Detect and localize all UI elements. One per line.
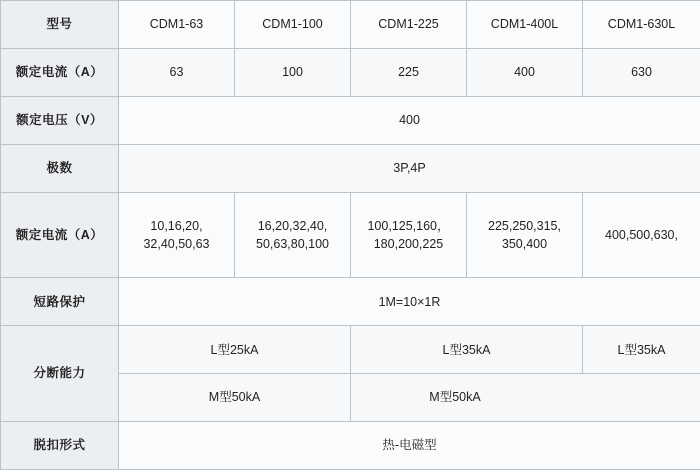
cell-model-2: CDM1-100	[235, 1, 351, 49]
row-label-rated-current: 额定电流（A）	[1, 48, 119, 96]
cell-rated-current-2: 100	[235, 48, 351, 96]
cell-breaking-capacity-l-1: L型25kA	[119, 326, 351, 374]
row-label-breaking-capacity: 分断能力	[1, 326, 119, 422]
row-label-poles: 极数	[1, 144, 119, 192]
table-row-rated-voltage	[1, 96, 700, 144]
cell-current-list-5	[583, 192, 700, 278]
current-list-line: 225,250,315,	[488, 218, 561, 233]
table-row-trip-type	[1, 421, 700, 469]
cell-model-5: CDM1-630L	[583, 1, 700, 49]
cell-breaking-capacity-l-2: L型35kA	[351, 326, 583, 374]
table-row-poles	[1, 144, 700, 192]
row-label-short-circuit: 短路保护	[1, 278, 119, 326]
cell-poles-value: 3P,4P	[119, 144, 700, 192]
row-label-trip-type: 脱扣形式	[1, 421, 119, 469]
current-list-line: 400,500,630,	[605, 227, 678, 242]
breaking-capacity-m-2-text: M型50kA	[429, 390, 481, 405]
cell-breaking-capacity-l-3: L型35kA	[583, 326, 700, 374]
cell-trip-type-value: 热-电磁型	[119, 421, 700, 469]
current-list-line: 16,20,32,40,	[257, 218, 328, 233]
cell-model-4: CDM1-400L	[467, 1, 583, 49]
table-row-rated-current-range	[1, 48, 700, 96]
current-list-line: 100,125,160，	[367, 218, 450, 233]
cell-current-list-3	[351, 192, 467, 278]
cell-breaking-capacity-m-1: M型50kA	[119, 374, 351, 422]
cell-short-circuit-value: 1M=10×1R	[119, 278, 700, 326]
row-label-model: 型号	[1, 1, 119, 49]
row-label-rated-current-list: 额定电流（A）	[1, 192, 119, 278]
current-list-line: 32,40,50,63	[143, 236, 210, 251]
table-row-rated-current-list	[1, 192, 700, 278]
cell-rated-current-1: 63	[119, 48, 235, 96]
cell-rated-voltage-value: 400	[119, 96, 700, 144]
current-list-line: 50,63,80,100	[256, 236, 329, 251]
cell-current-list-4	[467, 192, 583, 278]
current-list-line: 180,200,225	[373, 236, 444, 251]
table-row-model	[1, 1, 700, 49]
table-row-short-circuit	[1, 278, 700, 326]
cell-current-list-1	[119, 192, 235, 278]
cell-current-list-2	[235, 192, 351, 278]
cell-model-3: CDM1-225	[351, 1, 467, 49]
cell-breaking-capacity-m-2	[351, 374, 700, 422]
cell-rated-current-4: 400	[467, 48, 583, 96]
cell-model-1: CDM1-63	[119, 1, 235, 49]
current-list-line: 350,400	[501, 236, 548, 251]
cell-rated-current-3: 225	[351, 48, 467, 96]
current-list-line: 10,16,20,	[150, 218, 203, 233]
cell-rated-current-5: 630	[583, 48, 700, 96]
row-label-rated-voltage: 额定电压（V）	[1, 96, 119, 144]
table-row-breaking-capacity-top	[1, 326, 700, 374]
